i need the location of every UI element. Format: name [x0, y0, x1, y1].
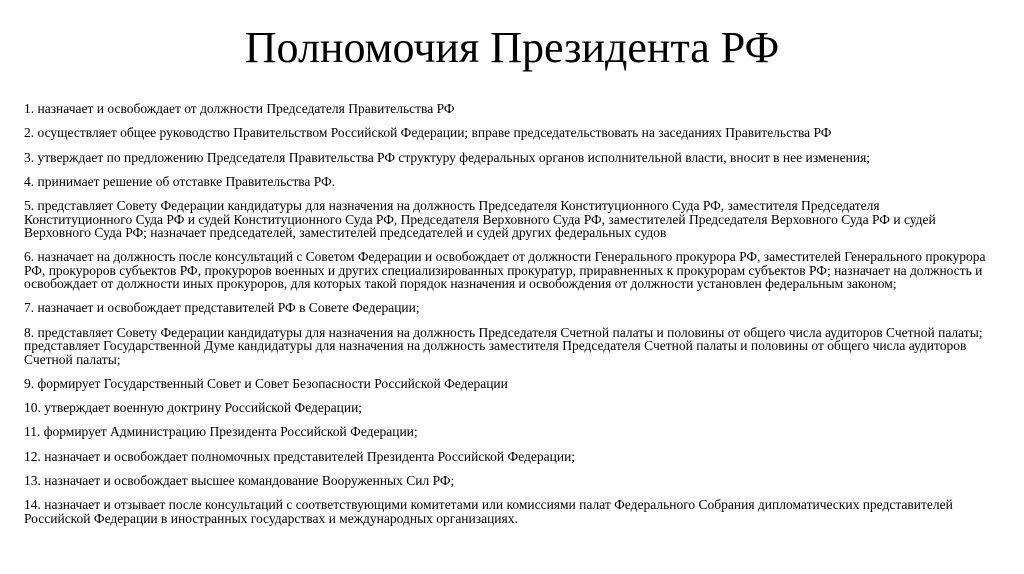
list-item: 13. назначает и освобождает высшее командование Вооруженных Сил РФ;: [24, 473, 455, 488]
list-item: 5. представляет Совету Федерации кандидатуры для назначения на должность Председателя Конституционного Суда РФ, заместителя Председателя Конституционного Суда РФ и судей Конституционного Суда РФ, Председателя Верховного Суда РФ, заместителей Председателя Верховного Суда РФ и судей Верховного Суда РФ; назначает председателей, заместителей председателей и судей других федеральных судов: [24, 198, 936, 240]
list-item: 11. формирует Администрацию Президента Российской Федерации;: [24, 424, 418, 440]
list-item: 4. принимает решение об отставке Правительства РФ.: [24, 173, 336, 189]
list-item: 8. представляет Совету Федерации кандидатуры для назначения на должность Председателя Счетной палаты и половины от общего числа аудиторов Счетной палаты; представляет Государственной Думе кандидатуры для назначения на должность заместителя Председателя Счетной палаты и половины от общего числа аудиторов Счетной палаты;: [24, 324, 983, 367]
list-item: 9. формирует Государственный Совет и Совет Безопасности Российской Федерации: [24, 375, 508, 391]
list-item: 12. назначает и освобождает полномочных представителей Президента Российской Федерации;: [24, 448, 576, 464]
slide-title: Полномочия Президента РФ: [244, 23, 780, 72]
powers-list: [24, 102, 986, 525]
list-item: 2. осуществляет общее руководство Правительством Российской Федерации; вправе председательствовать на заседаниях Правительства РФ: [24, 125, 832, 141]
list-item: 3. утверждает по предложению Председателя Правительства РФ структуру федеральных органов исполнительной власти, вносит в нее изменения;: [24, 149, 871, 165]
list-item: 1. назначает и освобождает от должности Председателя Правительства РФ: [24, 101, 455, 116]
list-item: 14. назначает и отзывает после консультаций с соответствующими комитетами или комиссиями палат Федерального Собрания дипломатических представителей Российской Федерации в иностранных государствах и международных организациях.: [24, 497, 953, 526]
list-item: 6. назначает на должность после консультаций с Советом Федерации и освобождает от должности Генерального прокурора РФ, заместителей Генерального прокурора РФ, прокуроров субъектов РФ, прокуроров военных и других специализированных прокуратур, приравненных к прокурорам субъектов РФ; назначает на должность и освобождает от должности иных прокуроров, для которых такой порядок назначения и освобождения от должности установлен федеральным законом;: [24, 249, 986, 292]
list-item: 7. назначает и освобождает представителей РФ в Совете Федерации;: [24, 300, 420, 316]
list-item: 10. утверждает военную доктрину Российской Федерации;: [24, 400, 363, 416]
